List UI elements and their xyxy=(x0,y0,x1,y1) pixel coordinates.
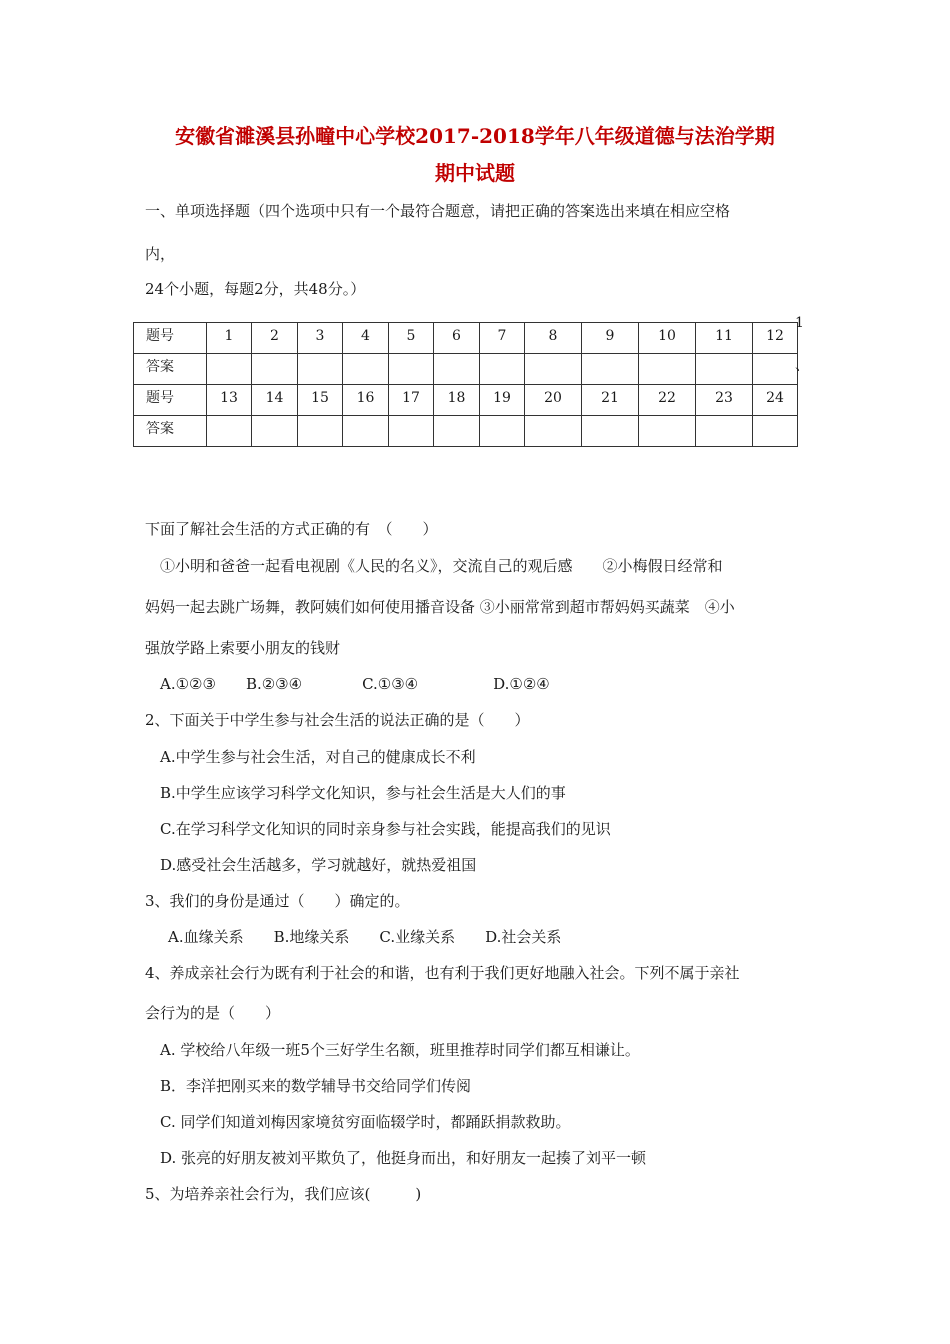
answer-cell[interactable] xyxy=(343,354,389,385)
section-heading: 一、单项选择题（四个选项中只有一个最符合题意，请把正确的答案选出来填在相应空格 xyxy=(145,202,731,220)
question-number: 3 xyxy=(298,323,343,354)
question-1-separator: 、 xyxy=(795,358,809,374)
question-number: 4 xyxy=(343,323,389,354)
q4-stem: 4、养成亲社会行为既有利于社会的和谐，也有利于我们更好地融入社会。下列不属于亲社 xyxy=(145,964,740,982)
answer-cell[interactable] xyxy=(753,416,798,447)
answer-cell[interactable] xyxy=(252,416,298,447)
question-number: 22 xyxy=(639,385,696,416)
row-label-number: 题号 xyxy=(134,385,207,416)
q1-text: 强放学路上索要小朋友的钱财 xyxy=(145,639,341,657)
document-title-line1: 安徽省濉溪县孙疃中心学校2017-2018学年八年级道德与法治学期 xyxy=(175,124,775,148)
q4-option-d: D. 张亮的好朋友被刘平欺负了，他挺身而出，和好朋友一起揍了刘平一顿 xyxy=(160,1149,647,1167)
section-scoring: 24个小题，每题2分，共48分。） xyxy=(145,280,366,298)
row-label-answer: 答案 xyxy=(134,416,207,447)
q2-option-d: D.感受社会生活越多，学习就越好，就热爱祖国 xyxy=(160,856,477,874)
question-number: 9 xyxy=(582,323,639,354)
row-label-number: 题号 xyxy=(134,323,207,354)
question-number: 15 xyxy=(298,385,343,416)
answer-cell[interactable] xyxy=(582,354,639,385)
q5-stem: 5、为培养亲社会行为，我们应该( ) xyxy=(145,1185,422,1203)
q4-option-c: C. 同学们知道刘梅因家境贫穷面临辍学时，都踊跃捐款救助。 xyxy=(160,1113,571,1131)
answer-cell[interactable] xyxy=(343,416,389,447)
answer-cell[interactable] xyxy=(639,416,696,447)
answer-cell[interactable] xyxy=(582,416,639,447)
question-number: 14 xyxy=(252,385,298,416)
question-number: 20 xyxy=(525,385,582,416)
q1-stem: 下面了解社会生活的方式正确的有 （ ） xyxy=(145,520,438,538)
question-number: 16 xyxy=(343,385,389,416)
question-number: 11 xyxy=(696,323,753,354)
answer-cell[interactable] xyxy=(207,354,252,385)
q2-option-b: B.中学生应该学习科学文化知识，参与社会生活是大人们的事 xyxy=(160,784,566,802)
q2-option-a: A.中学生参与社会生活，对自己的健康成长不利 xyxy=(160,748,476,766)
answer-cell[interactable] xyxy=(207,416,252,447)
question-1-number: 1 xyxy=(795,315,804,331)
question-number: 13 xyxy=(207,385,252,416)
question-number: 17 xyxy=(389,385,434,416)
answer-cell[interactable] xyxy=(434,416,480,447)
answer-table xyxy=(133,322,798,447)
answer-cell[interactable] xyxy=(298,416,343,447)
answer-cell[interactable] xyxy=(389,354,434,385)
question-number: 5 xyxy=(389,323,434,354)
q1-options: A.①②③ B.②③④ C.①③④ D.①②④ xyxy=(160,675,550,693)
q4-option-b: B．李洋把刚买来的数学辅导书交给同学们传阅 xyxy=(160,1077,472,1095)
table-row-numbers-2 xyxy=(134,385,798,416)
question-number: 12 xyxy=(753,323,798,354)
q4-option-a: A. 学校给八年级一班5个三好学生名额，班里推荐时同学们都互相谦让。 xyxy=(160,1041,640,1059)
question-number: 2 xyxy=(252,323,298,354)
answer-cell[interactable] xyxy=(525,416,582,447)
question-number: 7 xyxy=(480,323,525,354)
q4-stem-cont: 会行为的是（ ） xyxy=(145,1004,281,1022)
answer-cell[interactable] xyxy=(434,354,480,385)
answer-cell[interactable] xyxy=(753,354,798,385)
answer-cell[interactable] xyxy=(298,354,343,385)
row-label-answer: 答案 xyxy=(134,354,207,385)
answer-cell[interactable] xyxy=(480,354,525,385)
question-number: 1 xyxy=(207,323,252,354)
question-number: 21 xyxy=(582,385,639,416)
q2-stem: 2、下面关于中学生参与社会生活的说法正确的是（ ） xyxy=(145,711,530,729)
answer-cell[interactable] xyxy=(696,416,753,447)
question-number: 6 xyxy=(434,323,480,354)
question-number: 24 xyxy=(753,385,798,416)
table-row-numbers-1 xyxy=(134,323,798,354)
table-row-answers-1 xyxy=(134,354,798,385)
q3-stem: 3、我们的身份是通过（ ）确定的。 xyxy=(145,892,410,910)
question-number: 19 xyxy=(480,385,525,416)
question-number: 8 xyxy=(525,323,582,354)
table-row-answers-2 xyxy=(134,416,798,447)
q1-text: ①小明和爸爸一起看电视剧《人民的名义》，交流自己的观后感 ②小梅假日经常和 xyxy=(160,557,723,575)
section-heading-cont: 内， xyxy=(145,245,176,263)
question-number: 10 xyxy=(639,323,696,354)
q1-text: 妈妈一起去跳广场舞，教阿姨们如何使用播音设备 ③小丽常常到超市帮妈妈买蔬菜 ④小 xyxy=(145,598,735,616)
answer-cell[interactable] xyxy=(525,354,582,385)
question-number: 23 xyxy=(696,385,753,416)
answer-cell[interactable] xyxy=(639,354,696,385)
q3-options: A.血缘关系 B.地缘关系 C.业缘关系 D.社会关系 xyxy=(168,928,562,946)
question-number: 18 xyxy=(434,385,480,416)
answer-cell[interactable] xyxy=(252,354,298,385)
answer-cell[interactable] xyxy=(480,416,525,447)
document-title-line2: 期中试题 xyxy=(435,161,515,185)
q2-option-c: C.在学习科学文化知识的同时亲身参与社会实践，能提高我们的见识 xyxy=(160,820,611,838)
answer-cell[interactable] xyxy=(389,416,434,447)
answer-cell[interactable] xyxy=(696,354,753,385)
